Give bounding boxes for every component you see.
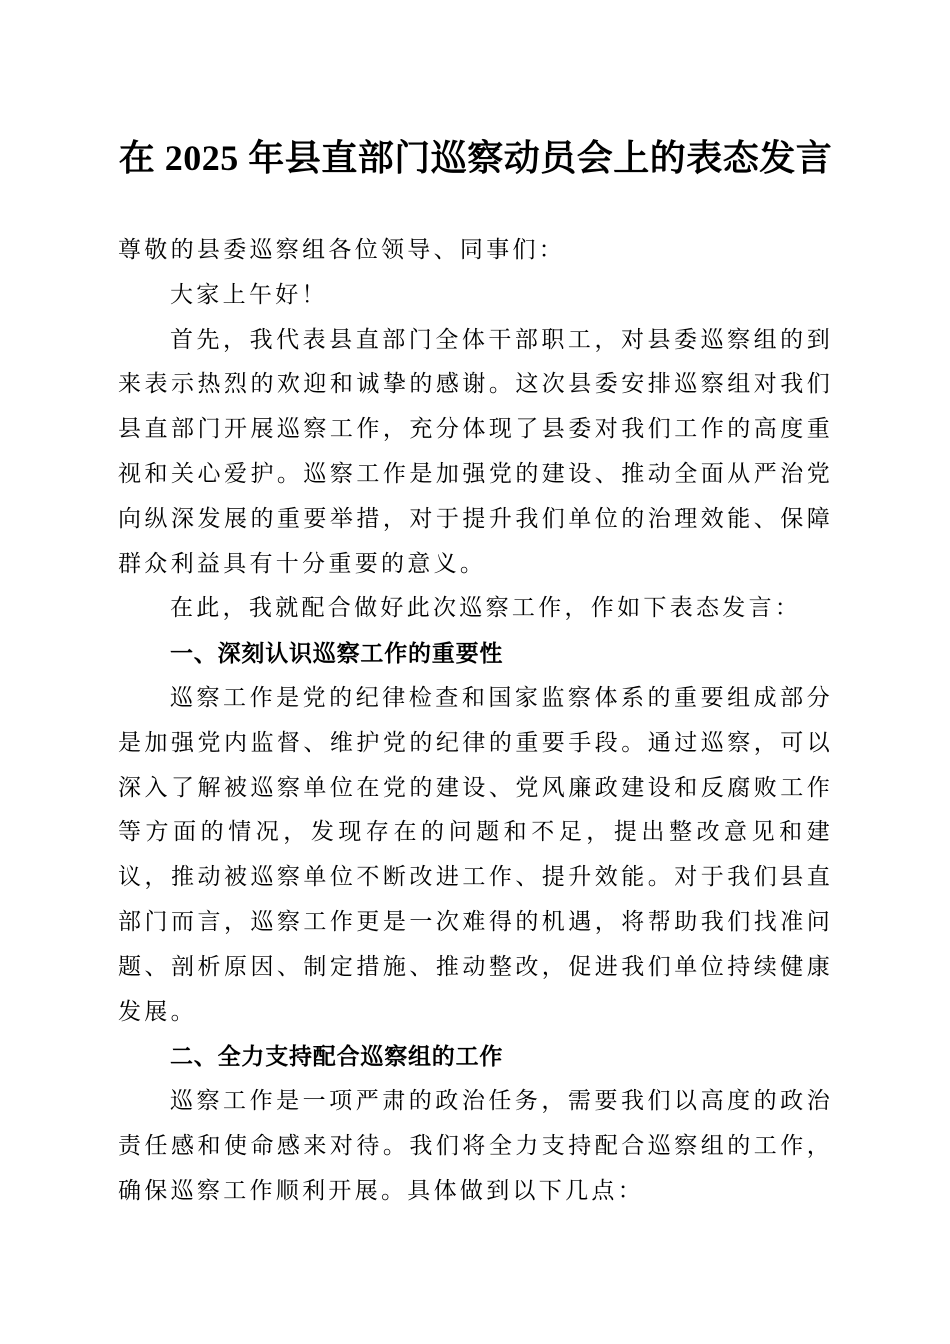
paragraph-greeting: 大家上午好！ xyxy=(170,281,328,307)
paragraph-lead-in: 在此，我就配合做好此次巡察工作，作如下表态发言： xyxy=(170,595,802,621)
paragraph-section-1-body: 巡察工作是党的纪律检查和国家监察体系的重要组成部分是加强党内监督、维护党的纪律的重要手段。通过巡察，可以深入了解被巡察单位在党的建设、党风廉政建设和反腐败工作等方面的情况，发现存在的问题和不足，提出整改意见和建议，推动被巡察单位不断改进工作、提升效能。对于我们县直部门而言，巡察工作更是一次难得的机遇，将帮助我们找准问题、剖析原因、制定措施、推动整改，促进我们单位持续健康发展。 xyxy=(118,684,833,1024)
document-title-text: 在 2025 年县直部门巡察动员会上的表态发言 xyxy=(118,138,833,178)
section-heading-1: 一、深刻认识巡察工作的重要性 xyxy=(170,640,504,667)
paragraph-intro: 首先，我代表县直部门全体干部职工，对县委巡察组的到来表示热烈的欢迎和诚挚的感谢。这次县委安排巡察组对我们县直部门开展巡察工作，充分体现了县委对我们工作的高度重视和关心爱护。巡察工作是加强党的建设、推动全面从严治党向纵深发展的重要举措，对于提升我们单位的治理效能、保障群众利益具有十分重要的意义。 xyxy=(118,326,833,576)
paragraph-section-2-body: 巡察工作是一项严肃的政治任务，需要我们以高度的政治责任感和使命感来对待。我们将全力支持配合巡察组的工作，确保巡察工作顺利开展。具体做到以下几点： xyxy=(118,1088,833,1203)
document-title xyxy=(118,133,833,183)
paragraph-salutation: 尊敬的县委巡察组各位领导、同事们： xyxy=(118,237,566,262)
section-heading-2: 二、全力支持配合巡察组的工作 xyxy=(170,1043,504,1070)
